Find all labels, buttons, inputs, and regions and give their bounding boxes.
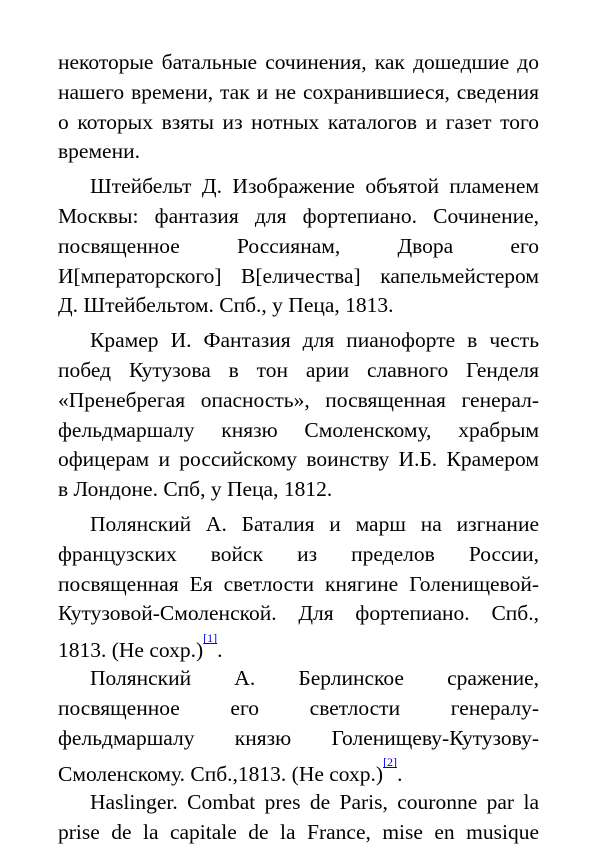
paragraph xyxy=(58,510,539,663)
text-line: фельдмаршалу князю Смоленскому, храбрым xyxy=(58,417,539,442)
text-line xyxy=(58,629,539,663)
footnote-link[interactable]: [1] xyxy=(203,631,218,646)
text-line: нашего времени, так и не сохранившиеся, сведения xyxy=(58,79,539,104)
text-line xyxy=(58,753,539,787)
text-body xyxy=(58,48,539,848)
text-line-content: Смоленскому. Спб.,1813. (Не сохр.) xyxy=(58,762,384,787)
text-line: времени. xyxy=(58,139,140,164)
text-line: Крамер И. Фантазия для пианофорте в честь xyxy=(90,328,539,353)
text-line: посвященная Ея светлости княгине Голенищевой- xyxy=(58,571,539,596)
footnote-link[interactable]: [2] xyxy=(383,755,398,770)
text-line: побед Кутузова в тон арии славного Генделя xyxy=(58,357,539,382)
text-line: Штейбельт Д. Изображение объятой пламенем xyxy=(90,174,539,199)
text-line-content: 1813. (Не сохр.) xyxy=(58,638,204,663)
text-line: Кутузовой-Смоленской. Для фортепиано. Спб., xyxy=(58,601,539,626)
text-line: Полянский А. Баталия и марш на изгнание xyxy=(90,511,539,536)
paragraph xyxy=(58,326,539,505)
text-line: Москвы: фантазия для фортепиано. Сочинение, xyxy=(58,203,539,228)
text-line: Haslinger. Combat pres de Paris, couronne par la xyxy=(90,790,539,815)
text-line: prise de la capitale de la France, mise en musique xyxy=(58,819,539,844)
text-line: некоторые батальные сочинения, как дошедшие до xyxy=(58,50,539,74)
text-line: французских войск из пределов России, xyxy=(58,541,539,566)
text-line: о которых взяты из нотных каталогов и газет того xyxy=(58,109,539,134)
line-tail: . xyxy=(397,762,403,787)
paragraph xyxy=(58,48,539,167)
text-line: посвященное его светлости генералу- xyxy=(58,695,539,720)
text-line: Полянский А. Берлинское сражение, xyxy=(90,665,539,690)
text-line: фельдмаршалу князю Голенищеву-Кутузову- xyxy=(58,725,539,750)
text-line: И[мператорского] В[еличества] капельмейстером xyxy=(58,263,539,288)
text-line: в Лондоне. Спб, у Пеца, 1812. xyxy=(58,477,333,502)
line-tail: . xyxy=(217,638,223,663)
text-line: Д. Штейбельтом. Спб., у Пеца, 1813. xyxy=(58,293,394,318)
text-line: посвященное Россиянам, Двора его xyxy=(58,233,539,258)
paragraph xyxy=(58,172,539,321)
text-line: офицерам и российскому воинству И.Б. Крамером xyxy=(58,447,539,472)
paragraph xyxy=(58,788,539,848)
text-line: «Пренебрегая опасность», посвященная генерал- xyxy=(58,387,539,412)
paragraph xyxy=(58,664,539,787)
